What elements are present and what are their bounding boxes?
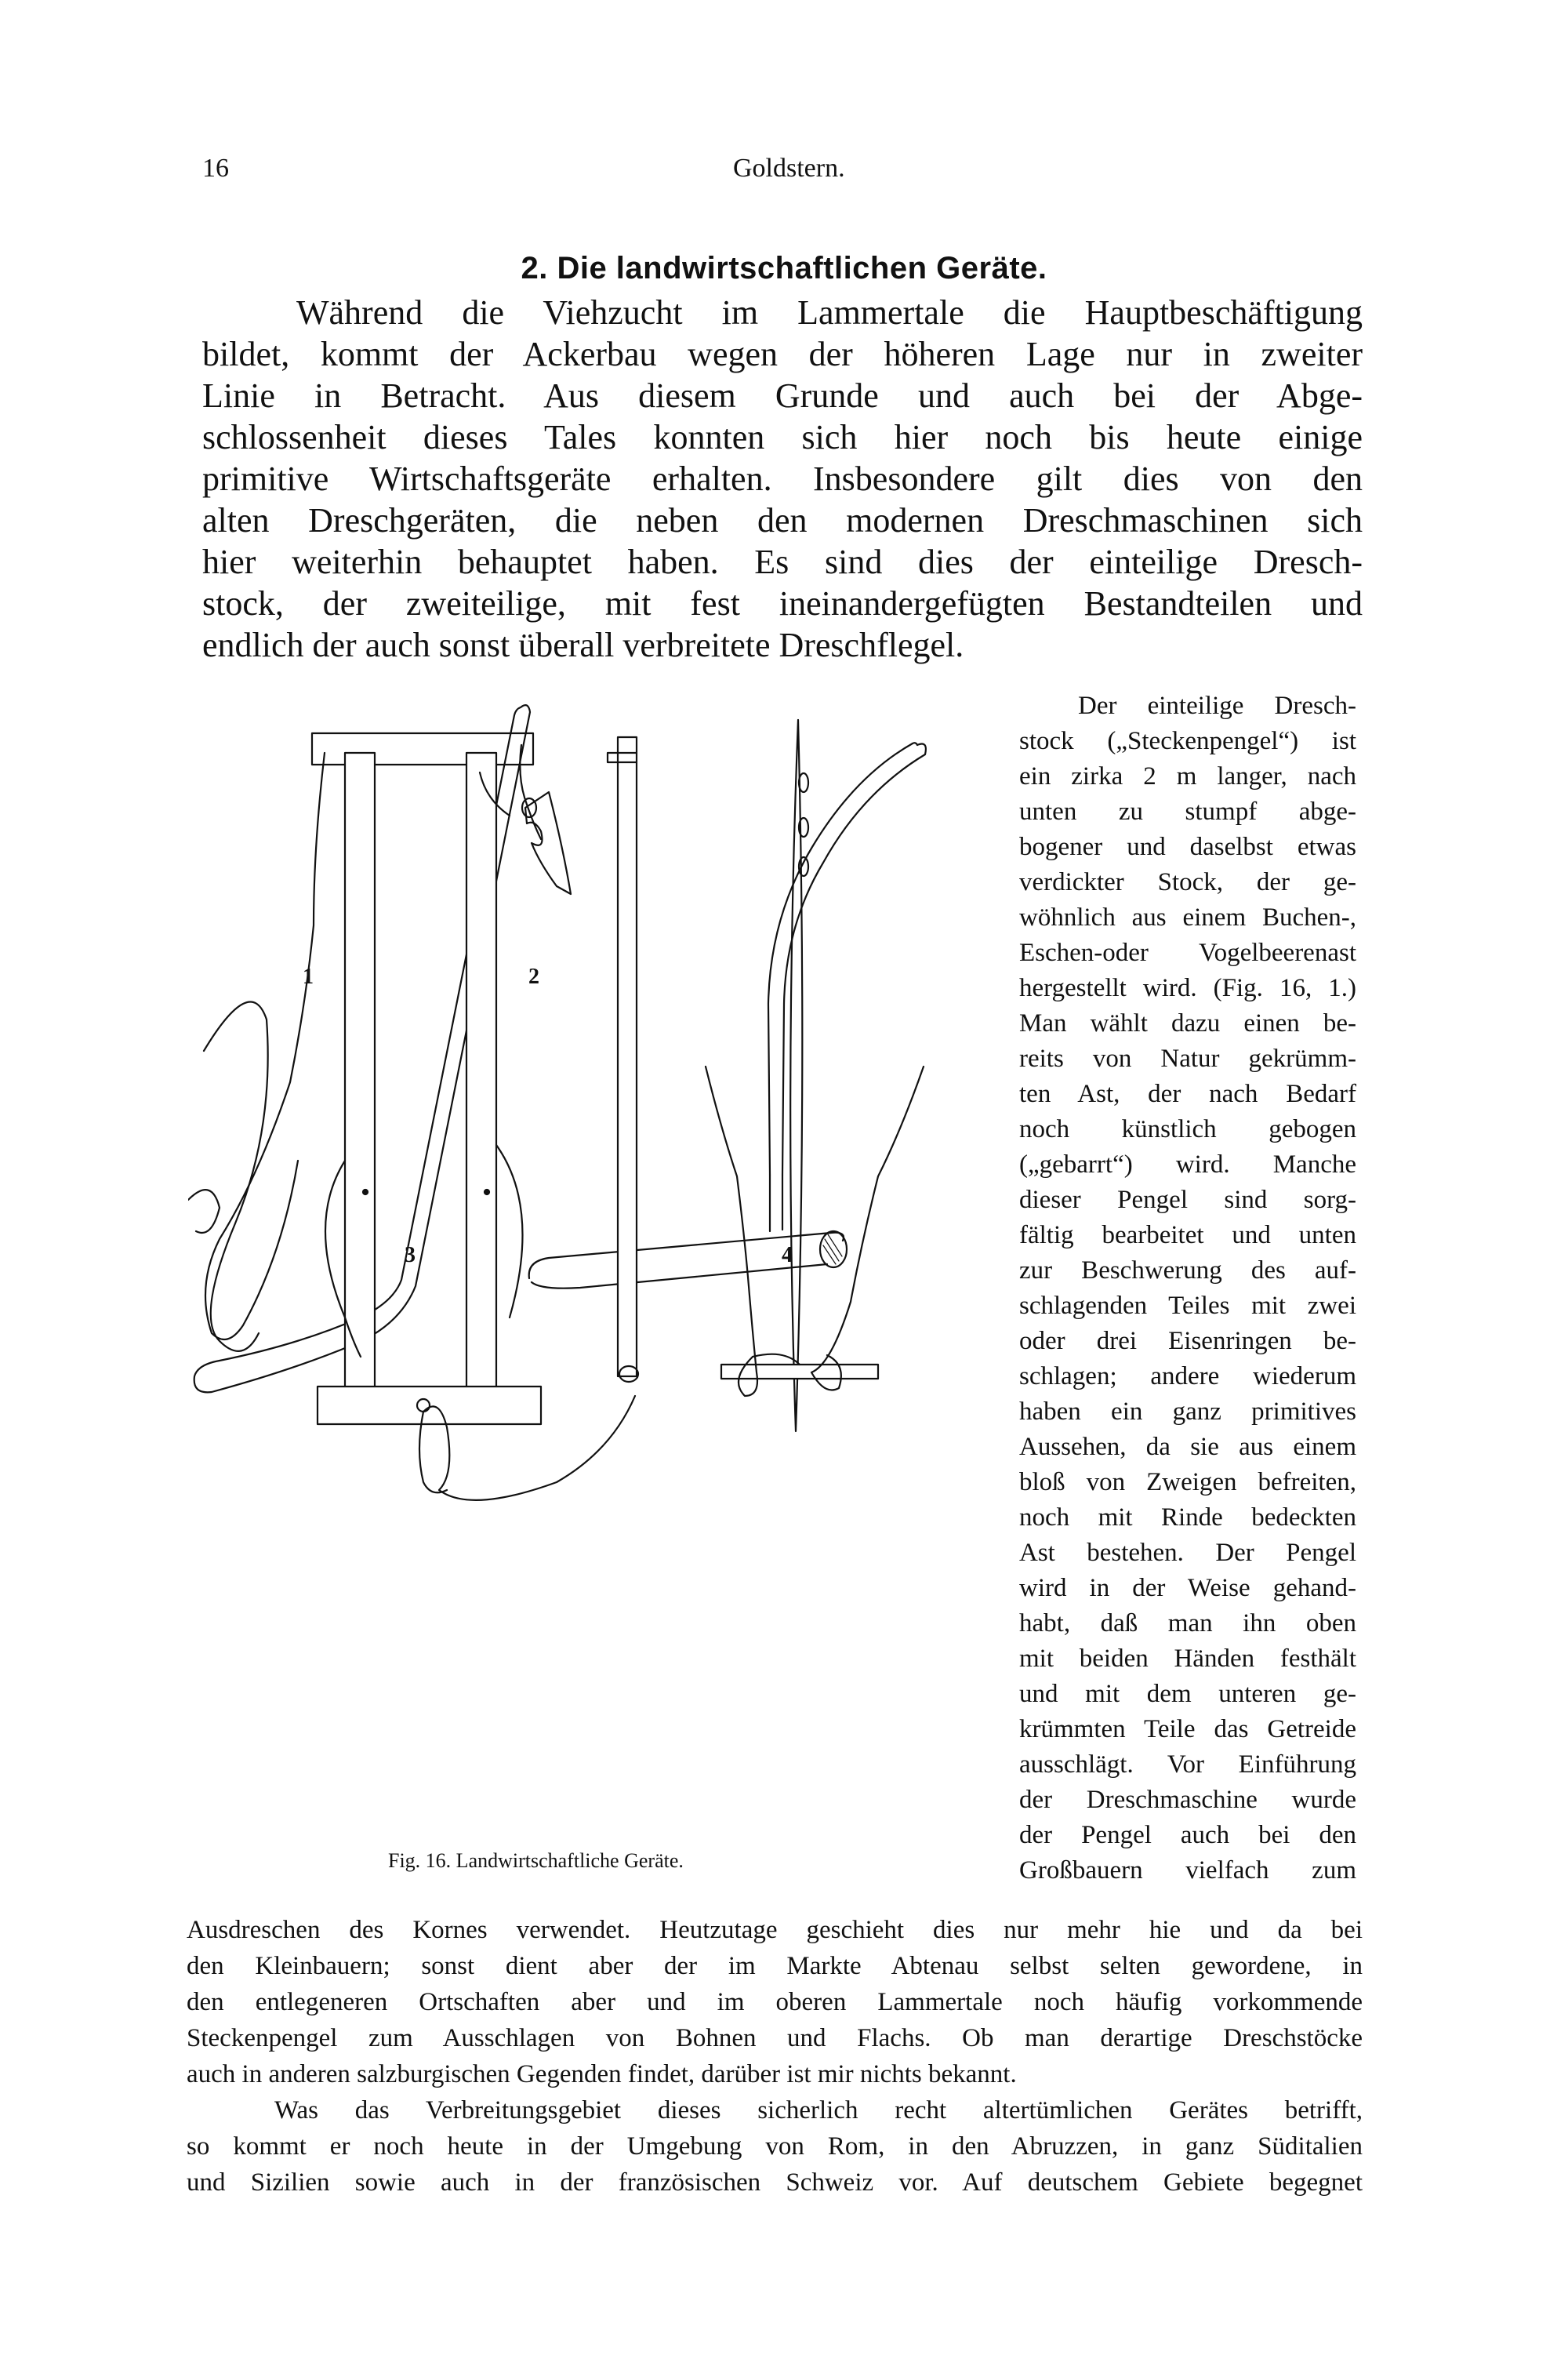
- text-line: Während die Viehzucht im Lammertale die Hauptbeschäftigung: [296, 293, 1363, 332]
- running-head: Goldstern.: [733, 154, 845, 183]
- text-line: noch künstlich gebogen: [1019, 1115, 1356, 1143]
- text-line: bloß von Zweigen befreiten,: [1019, 1468, 1356, 1496]
- text-line: ten Ast, der nach Bedarf: [1019, 1080, 1356, 1108]
- text-line: Man wählt dazu einen be-: [1019, 1009, 1356, 1038]
- text-line: bildet, kommt der Ackerbau wegen der höheren Lage nur in zweiter: [202, 335, 1363, 373]
- text-line: hier weiterhin behauptet haben. Es sind dies der einteilige Dresch-: [202, 543, 1363, 581]
- text-line: auch in anderen salzburgischen Gegenden findet, darüber ist mir nichts bekannt.: [187, 2060, 1017, 2088]
- text-line: schlossenheit dieses Tales konnten sich hier noch bis heute einige: [202, 418, 1363, 456]
- text-line: alten Dreschgeräten, die neben den modernen Dreschmaschinen sich: [202, 501, 1363, 540]
- text-line: unten zu stumpf abge-: [1019, 798, 1356, 826]
- text-line: ausschlägt. Vor Einführung: [1019, 1750, 1356, 1779]
- text-line: Linie in Betracht. Aus diesem Grunde und auch bei der Abge-: [202, 376, 1363, 415]
- text-line: Ausdreschen des Kornes verwendet. Heutzutage geschieht dies nur mehr hie und da bei: [187, 1916, 1363, 1944]
- text-line: wird in der Weise gehand-: [1019, 1574, 1356, 1602]
- text-line: haben ein ganz primitives: [1019, 1397, 1356, 1426]
- text-line: primitive Wirtschaftsgeräte erhalten. Insbesondere gilt dies von den: [202, 460, 1363, 498]
- text-line: Aussehen, da sie aus einem: [1019, 1433, 1356, 1461]
- text-line: den entlegeneren Ortschaften aber und im oberen Lammertale noch häufig vorkommende: [187, 1988, 1363, 2016]
- text-line: Der einteilige Dresch-: [1078, 692, 1356, 720]
- section-title: 2. Die landwirtschaftlichen Geräte.: [521, 251, 1047, 285]
- figure-caption: Fig. 16. Landwirtschaftliche Geräte.: [388, 1849, 684, 1872]
- text-line: der Pengel auch bei den: [1019, 1821, 1356, 1849]
- text-line: reits von Natur gekrümm-: [1019, 1045, 1356, 1073]
- text-line: ein zirka 2 m langer, nach: [1019, 762, 1356, 791]
- text-line: und mit dem unteren ge-: [1019, 1680, 1356, 1708]
- text-line: hergestellt wird. (Fig. 16, 1.): [1019, 974, 1356, 1002]
- page-number: 16: [202, 154, 229, 183]
- text-line: oder drei Eisenringen be-: [1019, 1327, 1356, 1355]
- text-line: den Kleinbauern; sonst dient aber der im Markte Abtenau selbst selten gewordene, in: [187, 1952, 1363, 1980]
- text-line: endlich der auch sonst überall verbreitete Dreschflegel.: [202, 626, 964, 664]
- figure-label-1: 1: [303, 965, 314, 989]
- text-line: schlagenden Teiles mit zwei: [1019, 1292, 1356, 1320]
- text-line: verdickter Stock, der ge-: [1019, 868, 1356, 896]
- text-line: Steckenpengel zum Ausschlagen von Bohnen und Flachs. Ob man derartige Dreschstöcke: [187, 2024, 1363, 2052]
- text-line: Großbauern vielfach zum: [1019, 1856, 1356, 1885]
- text-line: habt, daß man ihn oben: [1019, 1609, 1356, 1637]
- text-line: bogener und daselbst etwas: [1019, 833, 1356, 861]
- text-line: stock, der zweiteilige, mit fest ineinandergefügten Bestandteilen und: [202, 584, 1363, 623]
- figure-label-4: 4: [782, 1243, 793, 1267]
- text-line: mit beiden Händen festhält: [1019, 1645, 1356, 1673]
- tool-3-flail-frame-icon: [188, 733, 635, 1500]
- text-line: der Dreschmaschine wurde: [1019, 1786, 1356, 1814]
- text-line: dieser Pengel sind sorg-: [1019, 1186, 1356, 1214]
- text-line: stock („Steckenpengel“) ist: [1019, 727, 1356, 755]
- text-line: („gebarrt“) wird. Manche: [1019, 1150, 1356, 1179]
- text-line: so kommt er noch heute in der Umgebung von Rom, in den Abruzzen, in ganz Süditalien: [187, 2132, 1363, 2161]
- text-line: Ast bestehen. Der Pengel: [1019, 1539, 1356, 1567]
- text-line: noch mit Rinde bedeckten: [1019, 1503, 1356, 1532]
- text-line: Was das Verbreitungsgebiet dieses sicherlich recht altertümlichen Gerätes betrifft,: [274, 2096, 1363, 2124]
- text-line: schlagen; andere wiederum: [1019, 1362, 1356, 1390]
- figure-label-2: 2: [528, 965, 539, 989]
- text-line: und Sizilien sowie auch in der französischen Schweiz vor. Auf deutschem Gebiete begegnet: [187, 2168, 1363, 2197]
- text-line: wöhnlich aus einem Buchen-,: [1019, 903, 1356, 932]
- text-line: Eschen-oder Vogelbeerenast: [1019, 939, 1356, 967]
- tool-2-two-part-stick-icon: [529, 743, 926, 1288]
- figure-16: [188, 690, 1004, 1872]
- figure-label-3: 3: [405, 1243, 416, 1267]
- text-line: zur Beschwerung des auf-: [1019, 1256, 1356, 1285]
- tool-4-flail-icon: [706, 720, 924, 1431]
- text-line: krümmten Teile das Getreide: [1019, 1715, 1356, 1743]
- text-line: fältig bearbeitet und unten: [1019, 1221, 1356, 1249]
